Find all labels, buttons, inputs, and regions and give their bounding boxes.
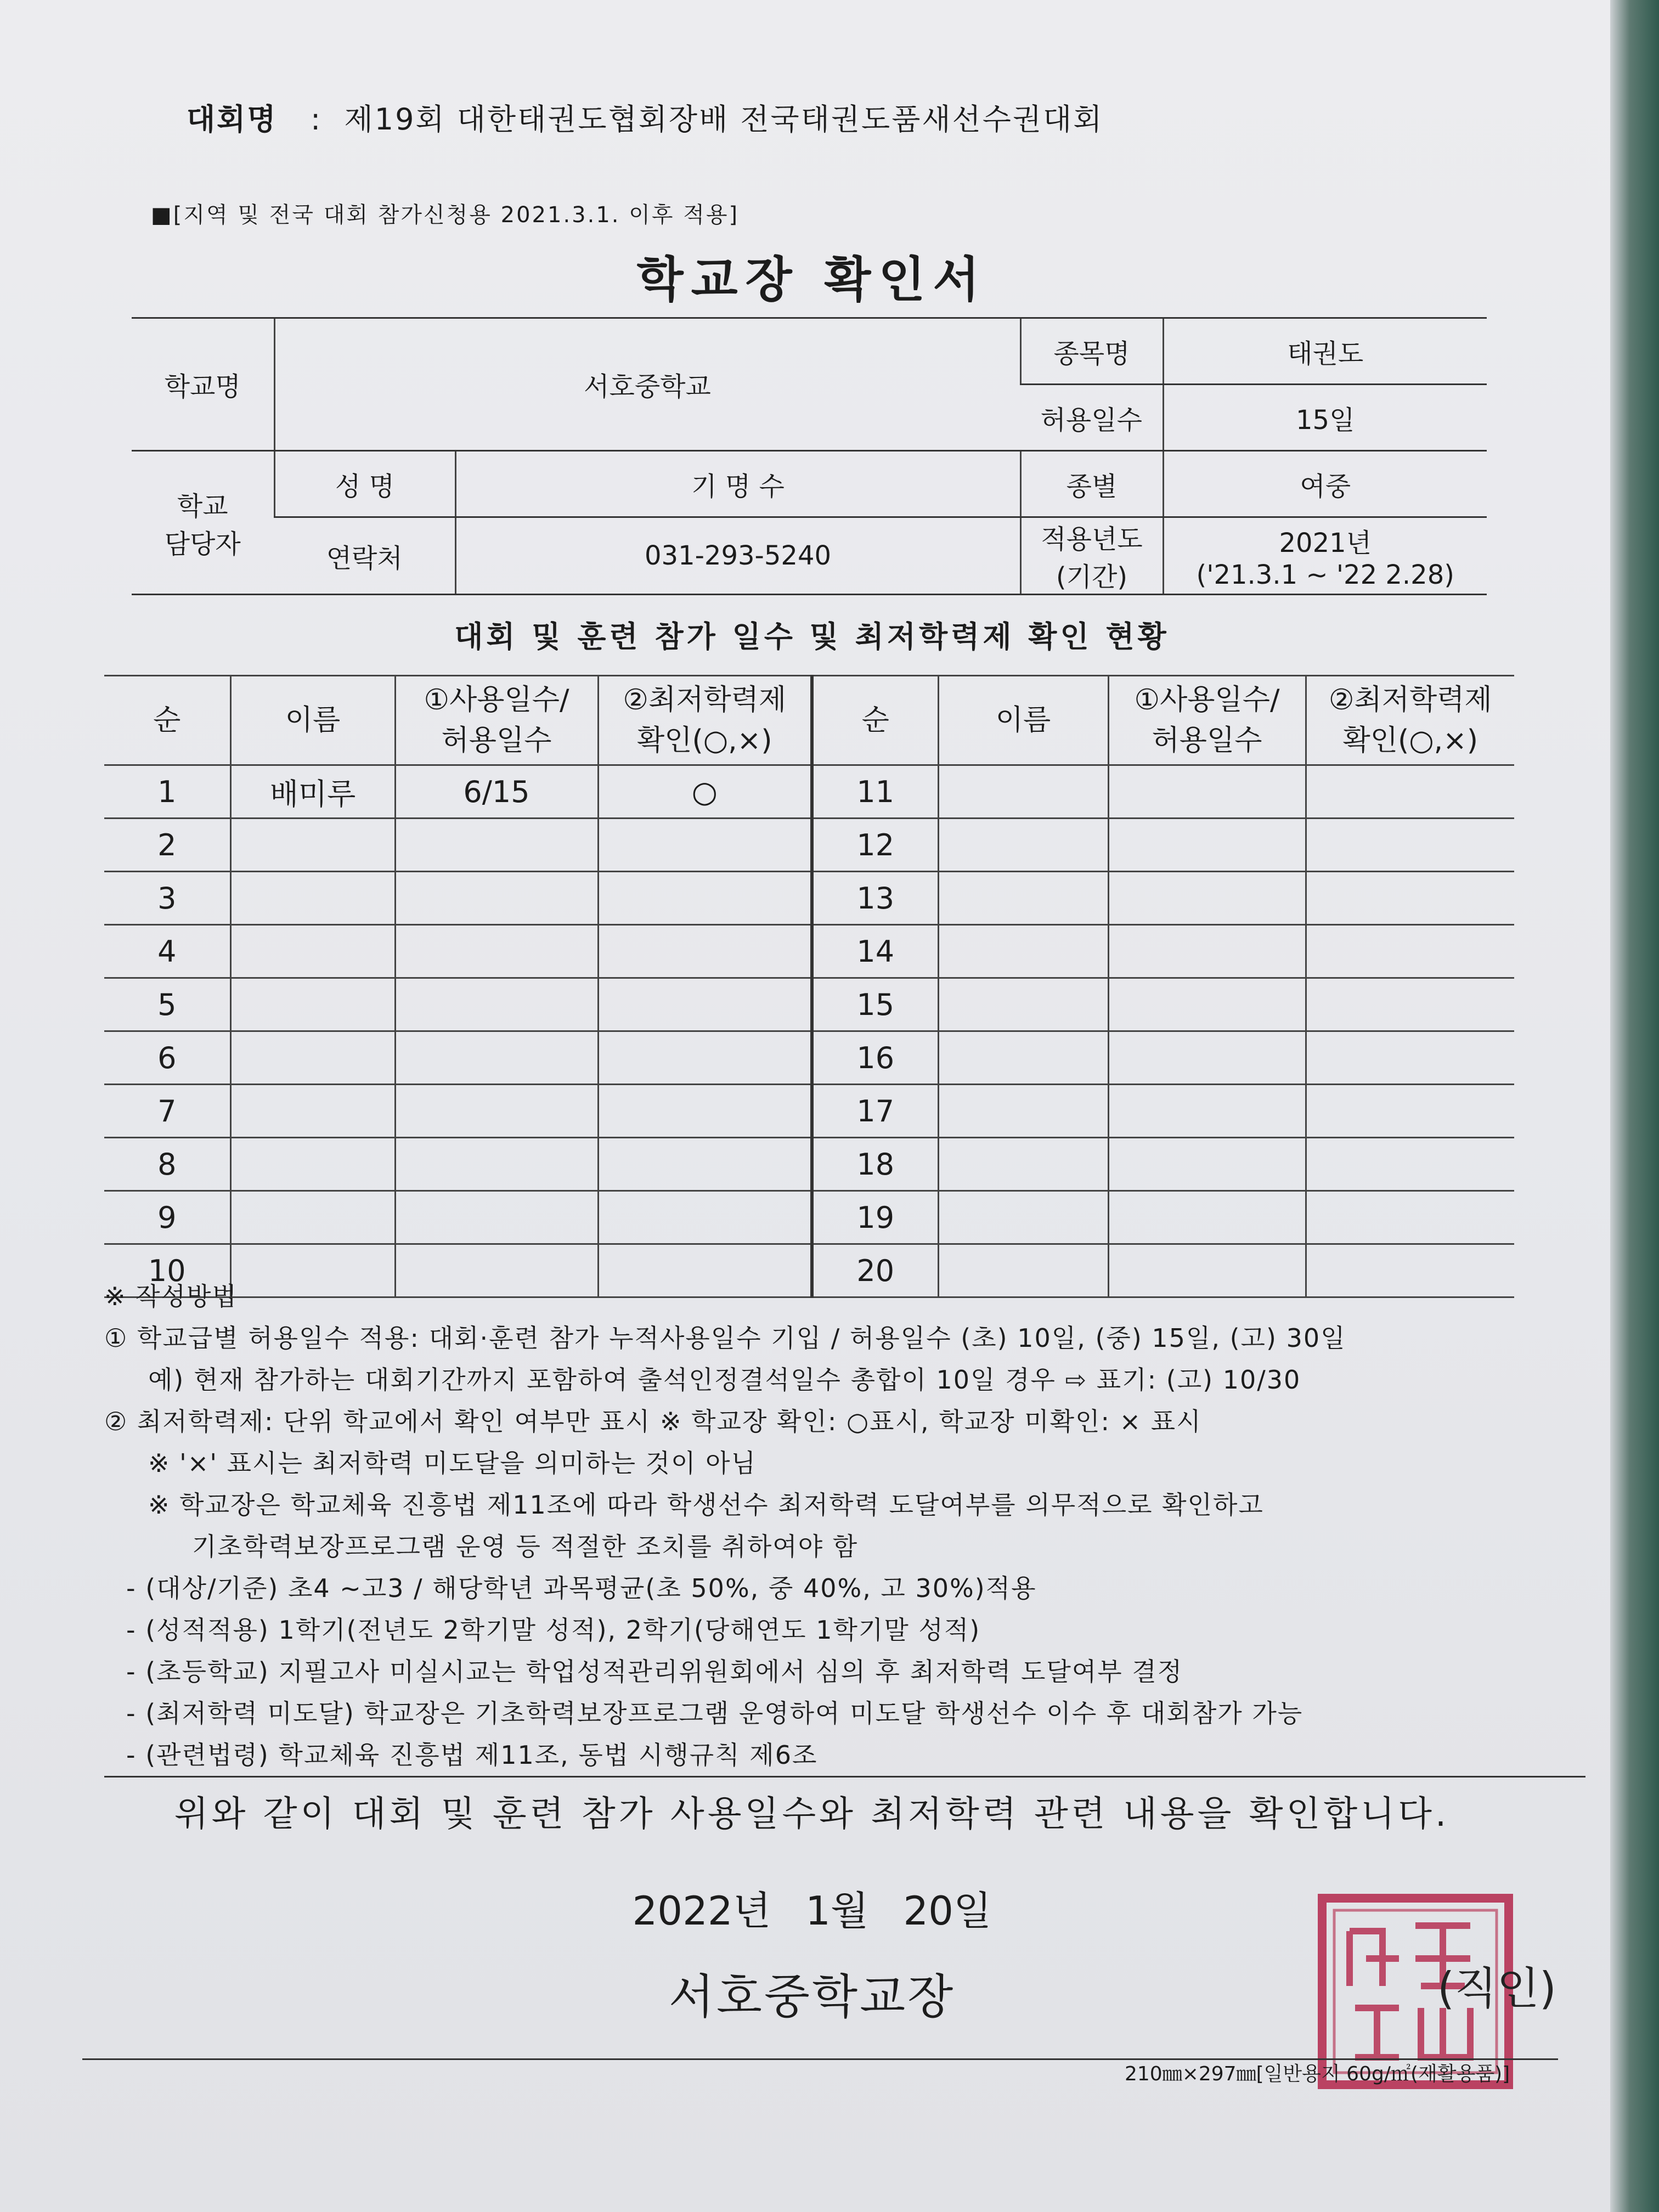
instruction-line: ① 학교급별 허용일수 적용: 대회·훈련 참가 누적사용일수 기입 / 허용일수 (초) 10일, (중) 15일, (고) 30일: [104, 1323, 1346, 1353]
col-header-days-line2: 허용일수: [441, 724, 552, 757]
row-number-right: 19: [812, 1191, 938, 1244]
days-used-right: [1108, 1191, 1306, 1244]
apply-period: ('21.3.1 ~ '22 2.28): [1196, 559, 1454, 590]
table-row: [104, 978, 1514, 1031]
days-used: [395, 1191, 598, 1244]
athlete-name-right: [938, 925, 1108, 978]
confirmation-text: 위와 같이 대회 및 훈련 참가 사용일수와 최저학력 관련 내용을 확인합니다.: [174, 1794, 1450, 1835]
table-row: [104, 872, 1514, 925]
row-number: 9: [104, 1191, 230, 1244]
instructions-heading: ※ 작성방법: [104, 1282, 238, 1311]
row-number: 3: [104, 872, 230, 925]
row-number: 1: [104, 765, 230, 819]
instruction-line: - (대상/기준) 초4 ~고3 / 해당학년 과목평균(초 50%, 중 40%, 고 30%)적용: [126, 1573, 1037, 1603]
days-used-right: [1108, 1138, 1306, 1191]
instruction-line: ② 최저학력제: 단위 학교에서 확인 여부만 표시 ※ 학교장 확인: ○표시, 학교장 미확인: × 표시: [104, 1407, 1202, 1436]
row-number: 7: [104, 1085, 230, 1138]
days-used-right: [1108, 925, 1306, 978]
col-header-days-right-line2: 허용일수: [1152, 724, 1262, 757]
row-number: 5: [104, 978, 230, 1031]
academic-check: [598, 925, 812, 978]
row-number-right: 14: [812, 925, 938, 978]
row-number: 6: [104, 1031, 230, 1085]
athlete-name-right: [938, 819, 1108, 872]
col-header-check-line2: 확인(○,×): [636, 724, 772, 757]
athlete-name: [230, 819, 395, 872]
academic-check-right: [1306, 1085, 1514, 1138]
contact-label: 연락처: [274, 517, 455, 595]
days-used: [395, 925, 598, 978]
instructions: [104, 1276, 1585, 1778]
table-row: [104, 1031, 1514, 1085]
col-header-days: [395, 676, 598, 765]
instruction-line: 예) 현재 참가하는 대회기간까지 포함하여 출석인정결석일수 총합이 10일 경우 ⇨ 표기: (고) 10/30: [148, 1365, 1301, 1395]
row-number-right: 12: [812, 819, 938, 872]
name-label: 성 명: [274, 451, 455, 517]
instruction-line: - (초등학교) 지필고사 미실시교는 학업성적관리위원회에서 심의 후 최저학력 도달여부 결정: [126, 1657, 1183, 1686]
instruction-line: - (관련법령) 학교체육 진흥법 제11조, 동법 시행규칙 제6조: [126, 1740, 818, 1770]
col-header-no: 순: [104, 676, 230, 765]
academic-check: [598, 819, 812, 872]
apply-year-label: [1020, 517, 1163, 595]
days-used: [395, 1138, 598, 1191]
academic-check-right: [1306, 1138, 1514, 1191]
days-used-right: [1108, 765, 1306, 819]
row-number: 4: [104, 925, 230, 978]
issue-date: 2022년 1월 20일: [632, 1888, 992, 1934]
athlete-name: [230, 1085, 395, 1138]
manager-label-line2: 담당자: [164, 528, 241, 560]
manager-label: [132, 451, 274, 595]
days-used: [395, 872, 598, 925]
col-header-days-line1: ①사용일수/: [424, 684, 569, 716]
athlete-name-right: [938, 1191, 1108, 1244]
athlete-name: [230, 925, 395, 978]
seal-label: (직인): [1437, 1963, 1556, 2014]
athlete-name: [230, 1031, 395, 1085]
instruction-line: - (성적적용) 1학기(전년도 2학기말 성적), 2학기(당해연도 1학기말 성적): [126, 1615, 981, 1645]
category-value: 여중: [1163, 451, 1487, 517]
athlete-name: [230, 1138, 395, 1191]
table-row: [104, 819, 1514, 872]
table-row: [104, 1191, 1514, 1244]
page-title: 학교장 확인서: [636, 251, 988, 308]
category-label: 종별: [1020, 451, 1163, 517]
paper-spec-note: 210㎜×297㎜[일반용지 60g/㎡(재활용품)]: [1125, 2063, 1510, 2085]
academic-check: [598, 872, 812, 925]
col-header-name: 이름: [230, 676, 395, 765]
row-number-right: 20: [812, 1244, 938, 1297]
row-number-right: 17: [812, 1085, 938, 1138]
days-used: [395, 819, 598, 872]
row-number: 2: [104, 819, 230, 872]
athlete-name-right: [938, 978, 1108, 1031]
days-used-right: [1108, 978, 1306, 1031]
row-number-right: 18: [812, 1138, 938, 1191]
row-number: 8: [104, 1138, 230, 1191]
days-used-right: [1108, 1085, 1306, 1138]
table-subtitle: 대회 및 훈련 참가 일수 및 최저학력제 확인 현황: [454, 619, 1170, 654]
academic-check: [598, 1085, 812, 1138]
academic-check-right: [1306, 819, 1514, 872]
school-label: 학교명: [132, 318, 274, 451]
academic-check-right: [1306, 1031, 1514, 1085]
name-value: 기 명 수: [455, 451, 1020, 517]
athlete-name-right: [938, 1085, 1108, 1138]
academic-check: [598, 978, 812, 1031]
instruction-line: 기초학력보장프로그램 운영 등 적절한 조치를 취하여야 함: [192, 1532, 859, 1561]
col-header-days-right: [1108, 676, 1306, 765]
col-header-check-line1: ②최저학력제: [623, 684, 787, 716]
apply-year-label-line2: (기간): [1056, 562, 1128, 592]
row-number-right: 16: [812, 1031, 938, 1085]
school-info-table: [132, 317, 1487, 595]
academic-check-right: [1306, 872, 1514, 925]
competition-sep: :: [311, 102, 323, 137]
athlete-name: [230, 978, 395, 1031]
contact-value: 031-293-5240: [455, 517, 1020, 595]
col-header-check: [598, 676, 812, 765]
academic-check: [598, 1191, 812, 1244]
academic-check-right: [1306, 978, 1514, 1031]
apply-year-value: [1163, 517, 1487, 595]
athlete-name-right: [938, 1138, 1108, 1191]
notice-text: ■[지역 및 전국 대회 참가신청용 2021.3.1. 이후 적용]: [151, 202, 740, 228]
row-number-right: 13: [812, 872, 938, 925]
col-header-name-right: 이름: [938, 676, 1108, 765]
table-row: [104, 925, 1514, 978]
instruction-line: ※ '×' 표시는 최저학력 미도달을 의미하는 것이 아님: [148, 1448, 757, 1478]
col-header-check-right-line2: 확인(○,×): [1342, 724, 1478, 757]
table-body: [104, 765, 1514, 1297]
col-header-check-right: [1306, 676, 1514, 765]
days-used: [395, 1085, 598, 1138]
days-used-right: [1108, 872, 1306, 925]
principal-name: 서호중학교장: [668, 1970, 956, 2024]
apply-year-label-line1: 적용년도: [1041, 524, 1143, 555]
days-used: [395, 1031, 598, 1085]
athlete-name: 배미루: [230, 765, 395, 819]
participation-table: [104, 675, 1514, 1298]
row-number-right: 11: [812, 765, 938, 819]
school-name: 서호중학교: [274, 318, 1020, 451]
col-header-no-right: 순: [812, 676, 938, 765]
table-row: [104, 1085, 1514, 1138]
academic-check-right: [1306, 1191, 1514, 1244]
academic-check: [598, 1031, 812, 1085]
days-used: 6/15: [395, 765, 598, 819]
col-header-check-right-line1: ②최저학력제: [1328, 684, 1492, 716]
academic-check: [598, 1138, 812, 1191]
allowed-days-value: 15일: [1163, 385, 1487, 451]
days-used-right: [1108, 1031, 1306, 1085]
table-row: [104, 765, 1514, 819]
days-used-right: [1108, 819, 1306, 872]
athlete-name-right: [938, 765, 1108, 819]
athlete-name-right: [938, 872, 1108, 925]
academic-check: ○: [598, 765, 812, 819]
allowed-days-label: 허용일수: [1020, 385, 1163, 451]
athlete-name-right: [938, 1031, 1108, 1085]
divider: [104, 1776, 1585, 1778]
row-number-right: 15: [812, 978, 938, 1031]
row-number: 10: [104, 1244, 230, 1297]
table-row: [104, 1138, 1514, 1191]
days-used: [395, 978, 598, 1031]
athlete-name: [230, 1191, 395, 1244]
event-label: 종목명: [1020, 318, 1163, 385]
academic-check-right: [1306, 925, 1514, 978]
athlete-name: [230, 872, 395, 925]
apply-year: 2021년: [1279, 527, 1372, 558]
competition-label: 대회명: [187, 102, 278, 137]
competition-line: [187, 96, 1103, 138]
manager-label-line1: 학교: [177, 490, 228, 522]
academic-check-right: [1306, 765, 1514, 819]
competition-name: 제19회 대한태권도협회장배 전국태권도품새선수권대회: [344, 102, 1104, 137]
instruction-line: - (최저학력 미도달) 학교장은 기초학력보장프로그램 운영하여 미도달 학생선수 이수 후 대회참가 가능: [126, 1699, 1304, 1728]
instruction-line: ※ 학교장은 학교체육 진흥법 제11조에 따라 학생선수 최저학력 도달여부를 의무적으로 확인하고: [148, 1490, 1264, 1520]
col-header-days-right-line1: ①사용일수/: [1134, 684, 1280, 716]
event-value: 태권도: [1163, 318, 1487, 385]
